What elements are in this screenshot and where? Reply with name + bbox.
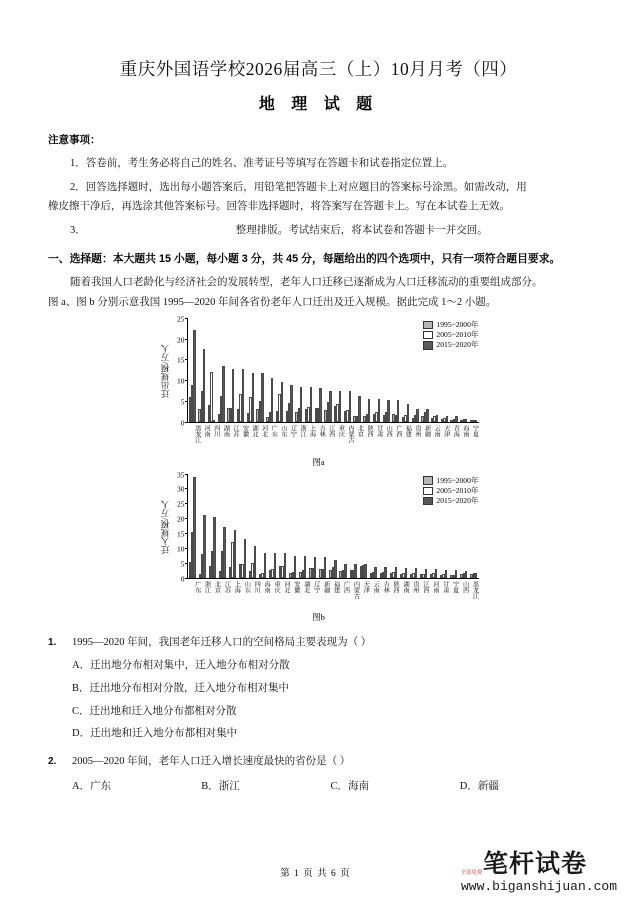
intro-paragraph-line1: 随着我国人口老龄化与经济社会的发展转型，老年人口迁移已逐渐成为人口迁移流动的重要组成部分。 [70, 277, 543, 289]
x-axis-label: 甘肃 [375, 424, 383, 437]
bar-group [441, 318, 448, 422]
bar-group [392, 318, 399, 422]
section-heading [48, 251, 589, 267]
x-axis-label: 山东 [243, 580, 251, 593]
y-tick-20: 20 [177, 334, 185, 344]
question-1-option-a[interactable]: A．迁出地分布相对集中，迁入地分布相对分散 [72, 660, 290, 671]
x-axis-label: 广东 [193, 580, 201, 593]
bar [319, 388, 321, 422]
bar [252, 373, 254, 422]
bar-group [229, 474, 236, 578]
chart-b-xlabels [191, 579, 479, 599]
bar-group [402, 318, 409, 422]
bar [425, 569, 427, 578]
bar [264, 553, 266, 578]
y-tick-15: 15 [177, 355, 185, 365]
bar [358, 396, 360, 421]
bar [244, 539, 246, 577]
x-axis-label: 辽宁 [289, 424, 297, 437]
x-axis-label: 广西 [342, 580, 350, 593]
chart-b-ylabel: 迁入规模/万人 [159, 499, 170, 554]
y-tick-15: 15 [177, 529, 185, 539]
bar-group [237, 318, 244, 422]
question-2 [48, 754, 589, 793]
y-tickmark-5 [185, 563, 188, 564]
x-axis-label: 青海 [452, 424, 460, 437]
chart-a-xlabels [191, 423, 479, 443]
question-1-stem-row [48, 635, 589, 651]
y-tick-35: 35 [177, 469, 185, 479]
x-axis-label: 上海 [308, 424, 316, 437]
bar-group [198, 318, 205, 422]
bar [290, 385, 292, 422]
bar [387, 400, 389, 422]
bar-group [470, 474, 477, 578]
bar-group [420, 474, 427, 578]
bar-group [440, 474, 447, 578]
x-axis-label: 黑龙江 [193, 424, 201, 443]
bar-group [299, 474, 306, 578]
x-axis-label: 福建 [332, 580, 340, 593]
bar-group [259, 474, 266, 578]
chart-b-body [159, 469, 479, 583]
x-axis-label: 北京 [356, 424, 364, 437]
bar-group [324, 318, 331, 422]
bar [435, 569, 437, 577]
x-axis-label: 江苏 [232, 424, 239, 437]
y-tick-25: 25 [177, 499, 185, 509]
y-tickmark-20 [185, 518, 188, 519]
bar-group [344, 318, 351, 422]
bar-group [373, 318, 380, 422]
x-axis-label: 四川 [253, 580, 261, 593]
bar [407, 404, 409, 422]
chart-a-plot [187, 318, 479, 423]
bar-group [400, 474, 407, 578]
bar-group [353, 318, 360, 422]
bar-group [219, 474, 226, 578]
chart-b-caption: 图b [312, 612, 325, 623]
x-axis-label: 广西 [394, 424, 402, 437]
x-axis-label: 山西 [385, 424, 393, 437]
legend-label-2005: 2005~2010年 [436, 330, 479, 340]
bar-group [412, 318, 419, 422]
y-tickmark-25 [185, 318, 188, 319]
bar-group [431, 318, 438, 422]
x-axis-label: 四川 [212, 424, 220, 437]
bar-group [390, 474, 397, 578]
x-axis-label: 河南 [203, 424, 211, 437]
y-tickmark-15 [185, 359, 188, 360]
notice-item-2: 2．回答选择题时，选出每小题答案后，用铅笔把答题卡上对应题目的答案标号涂黑。如需改动，用 [70, 182, 527, 194]
bar [416, 409, 418, 422]
bar [415, 568, 417, 578]
bar [334, 560, 336, 577]
x-axis-label: 新疆 [423, 424, 431, 437]
bar [300, 387, 302, 422]
question-1 [48, 635, 589, 742]
bar [329, 391, 331, 422]
bar [384, 567, 386, 577]
bar [465, 419, 467, 422]
bar [213, 420, 215, 422]
question-2-option-d[interactable]: D．新疆 [459, 780, 499, 792]
x-axis-label: 宁夏 [451, 580, 459, 593]
bar-group [189, 318, 196, 422]
y-tickmark-10 [185, 380, 188, 381]
chart-a-caption: 图a [312, 456, 325, 467]
bar [254, 546, 256, 578]
bar [304, 556, 306, 577]
question-1-number: 1. [48, 637, 57, 649]
notice-item-3-number: 3． [70, 224, 86, 236]
bar-group [227, 318, 234, 422]
bar-group [450, 474, 457, 578]
bar-group [363, 318, 370, 422]
y-tickmark-20 [185, 339, 188, 340]
y-tick-10: 10 [177, 376, 185, 386]
section-heading-text: 本大题共 15 小题，每小题 3 分，共 45 分，每题给出的四个选项中，只有一项符合题目要求。 [112, 253, 561, 266]
bar [324, 557, 326, 578]
bar-group [329, 474, 336, 578]
bar-group [470, 318, 477, 422]
y-tickmark-35 [185, 474, 188, 475]
bar-group [279, 474, 286, 578]
brand-name: 笔杆试卷 [482, 850, 587, 878]
x-axis-label: 重庆 [273, 580, 281, 593]
bar [339, 391, 341, 422]
chart-b-plot [187, 474, 479, 579]
bar-group [249, 474, 256, 578]
bar [368, 399, 370, 422]
y-tick-25: 25 [177, 314, 185, 324]
x-axis-label: 新疆 [322, 580, 330, 593]
bar [222, 366, 224, 422]
bar [284, 553, 286, 577]
y-tick-0: 0 [180, 573, 185, 583]
bar-group [334, 318, 341, 422]
brand-badge: 全部免费 [460, 869, 482, 876]
question-1-option-d[interactable]: D．迁出地和迁入地分布都相对集中 [72, 728, 238, 740]
y-tickmark-0 [185, 422, 188, 423]
x-axis-label: 河南 [431, 580, 439, 593]
bar [475, 420, 477, 422]
chart-a [159, 314, 479, 468]
x-axis-label: 江西 [327, 424, 335, 437]
legend-label-1995: 1995~2000年 [436, 319, 479, 329]
bar-group [295, 318, 302, 422]
bar [354, 564, 356, 578]
bar [364, 564, 366, 577]
x-axis-label: 广东 [270, 424, 278, 437]
bar-group [460, 318, 467, 422]
x-axis-label: 浙江 [203, 580, 211, 593]
chart-a-body [159, 314, 479, 428]
x-axis-label: 山东 [279, 424, 287, 437]
bar [378, 399, 380, 421]
intro-paragraph-line2: 图 a、图 b 分别示意我国 1995—2020 年间各省份老年人口迁出及迁入规模。据此完成 1～2 小题。 [48, 297, 497, 309]
bar-group [289, 474, 296, 578]
x-axis-label: 云南 [433, 424, 441, 437]
x-axis-label: 湖南 [402, 580, 410, 593]
chart-a-yticks [172, 314, 187, 428]
bar [232, 369, 234, 422]
bar-group [239, 474, 246, 578]
bar [261, 373, 263, 422]
x-axis-label: 云南 [372, 580, 380, 593]
bar [455, 416, 457, 421]
legend-label-2015-b: 2015~2020年 [436, 496, 479, 506]
bar-group [315, 318, 322, 422]
x-axis-label: 陕西 [392, 580, 400, 593]
bar-group [430, 474, 437, 578]
x-axis-label: 北京 [213, 580, 221, 593]
x-axis-label: 河北 [282, 580, 290, 593]
y-tickmark-10 [185, 548, 188, 549]
bar-group [460, 474, 467, 578]
bar-group [383, 318, 390, 422]
question-2-option-c[interactable]: C．海南 [330, 780, 370, 792]
bar [193, 477, 195, 578]
bar [213, 517, 215, 578]
question-2-stem-row [48, 754, 589, 770]
bar [234, 530, 236, 578]
bar [294, 556, 296, 577]
x-axis-label: 河北 [260, 424, 268, 437]
bar [344, 564, 346, 578]
x-axis-label: 福建 [404, 424, 412, 437]
x-axis-label: 湖北 [302, 580, 310, 593]
x-axis-label: 江苏 [223, 580, 231, 593]
y-tickmark-25 [185, 503, 188, 504]
x-axis-label: 海南 [461, 424, 469, 437]
legend-label-2015: 2015~2020年 [436, 340, 479, 350]
bar [405, 568, 407, 578]
x-axis-label: 湖南 [222, 424, 230, 437]
bar [210, 372, 212, 422]
x-axis-label: 吉林 [318, 424, 326, 437]
bar [271, 378, 273, 422]
y-tick-20: 20 [177, 514, 185, 524]
bar [446, 416, 448, 422]
x-axis-label: 上海 [233, 580, 241, 593]
bar-group [309, 474, 316, 578]
x-axis-label: 安徽 [292, 580, 300, 593]
x-axis-label: 天津 [442, 424, 450, 437]
bar-group [247, 318, 254, 422]
x-axis-label: 吉林 [382, 580, 390, 593]
bar [203, 515, 205, 577]
figure-a [48, 314, 589, 468]
page-footer: 第 1 页 共 6 页 [280, 869, 351, 879]
x-axis-label: 甘肃 [441, 580, 449, 593]
bar-group [450, 318, 457, 422]
bar-group [199, 474, 206, 578]
x-axis-label: 内蒙古 [352, 580, 360, 599]
bar-group [410, 474, 417, 578]
y-tickmark-5 [185, 401, 188, 402]
x-axis-label: 湖北 [251, 424, 259, 437]
page-title: 重庆外国语学校2026届高三（上）10月月考（四） [119, 59, 518, 79]
notice-item-3 [48, 223, 589, 239]
bar-group [360, 474, 367, 578]
x-axis-label: 安徽 [241, 424, 249, 437]
question-2-number: 2. [48, 756, 57, 767]
bar [314, 557, 316, 578]
bar-group [269, 474, 276, 578]
bar [203, 349, 205, 422]
notice-item-1: 1．答卷前，考生务必将自己的姓名、准考证号等填写在答题卡和试卷指定位置上。 [70, 158, 454, 169]
bar [274, 553, 276, 577]
bar [445, 570, 447, 578]
chart-b [159, 469, 479, 624]
y-tick-30: 30 [177, 484, 185, 494]
y-tickmark-30 [185, 488, 188, 489]
bar-group [319, 474, 326, 578]
bar-group [256, 318, 263, 422]
bar [349, 391, 351, 422]
notice-item-3-text: 整理排版。考试结束后，将本试卷和答题卡一并交回。 [235, 224, 488, 236]
x-axis-label: 山西 [461, 580, 469, 593]
y-tick-10: 10 [177, 544, 185, 554]
bar-group [209, 474, 216, 578]
legend-label-2005-b: 2005~2010年 [436, 485, 479, 495]
bar [374, 567, 376, 578]
x-axis-label: 江西 [421, 580, 429, 593]
bar-group [218, 318, 225, 422]
question-2-stem: 2005—2020 年间，老年人口迁入增长速度最快的省份是（ ） [72, 756, 351, 767]
bar [223, 527, 225, 577]
x-axis-label: 陕西 [366, 424, 374, 437]
bar [475, 573, 477, 578]
question-1-option-b[interactable]: B．迁出地分布相对分散，迁入地分布相对集中 [72, 682, 290, 694]
x-axis-label: 海南 [263, 580, 271, 593]
y-tick-5: 5 [180, 558, 185, 568]
x-axis-label: 宁夏 [471, 424, 479, 437]
notice-heading: 注意事项： [48, 134, 101, 146]
bar-group [339, 474, 346, 578]
bar-group [189, 474, 196, 578]
x-axis-label: 浙江 [299, 424, 307, 437]
y-tick-0: 0 [180, 418, 185, 428]
legend-label-1995-b: 1995~2000年 [436, 475, 479, 485]
bar [397, 400, 399, 422]
y-tick-5: 5 [180, 397, 185, 407]
x-axis-label: 内蒙古 [346, 424, 354, 443]
x-axis-label: 贵州 [411, 580, 419, 593]
y-tickmark-15 [185, 533, 188, 534]
y-tickmark-0 [185, 578, 188, 579]
bar-group [350, 474, 357, 578]
bar [436, 415, 438, 422]
bar-group [208, 318, 215, 422]
watermark-brand [461, 852, 617, 893]
question-2-options [72, 778, 589, 793]
bar [310, 387, 312, 422]
brand-url: www.biganshijuan.com [460, 879, 617, 894]
bar [242, 369, 244, 422]
bar [281, 382, 283, 422]
section-heading-label: 一、选择题： [48, 253, 113, 266]
bar [455, 570, 457, 577]
question-1-option-c[interactable]: C．迁出地和迁入地分布都相对分散 [72, 705, 237, 717]
question-2-option-b[interactable]: B．浙江 [201, 780, 240, 792]
bar [193, 330, 195, 422]
x-axis-label: 重庆 [337, 424, 345, 437]
bar-group [305, 318, 312, 422]
notice-item-2-cont: 橡皮擦干净后，再选涂其他答案标号。回答非选择题时，将答案写在答题卡上。写在本试卷上无效。 [48, 200, 510, 212]
bar-group [286, 318, 293, 422]
bar [426, 409, 428, 422]
question-2-option-a[interactable]: A．广东 [72, 780, 112, 792]
bar [395, 567, 397, 577]
figure-b [48, 469, 589, 624]
bar-group [370, 474, 377, 578]
x-axis-label: 天津 [362, 580, 370, 593]
x-axis-label: 辽宁 [312, 580, 320, 593]
bar [465, 571, 467, 578]
x-axis-label: 黑龙江 [471, 580, 479, 599]
bar-group [380, 474, 387, 578]
question-1-stem: 1995—2020 年间，我国老年迁移人口的空间格局主要表现为（ ） [72, 637, 372, 649]
bar-group [421, 318, 428, 422]
bar-group [276, 318, 283, 422]
subject-title: 地 理 试 题 [258, 96, 379, 113]
chart-a-ylabel: 迁出规模/万人 [159, 344, 170, 398]
x-axis-label: 贵州 [413, 424, 421, 437]
bar-group [266, 318, 273, 422]
